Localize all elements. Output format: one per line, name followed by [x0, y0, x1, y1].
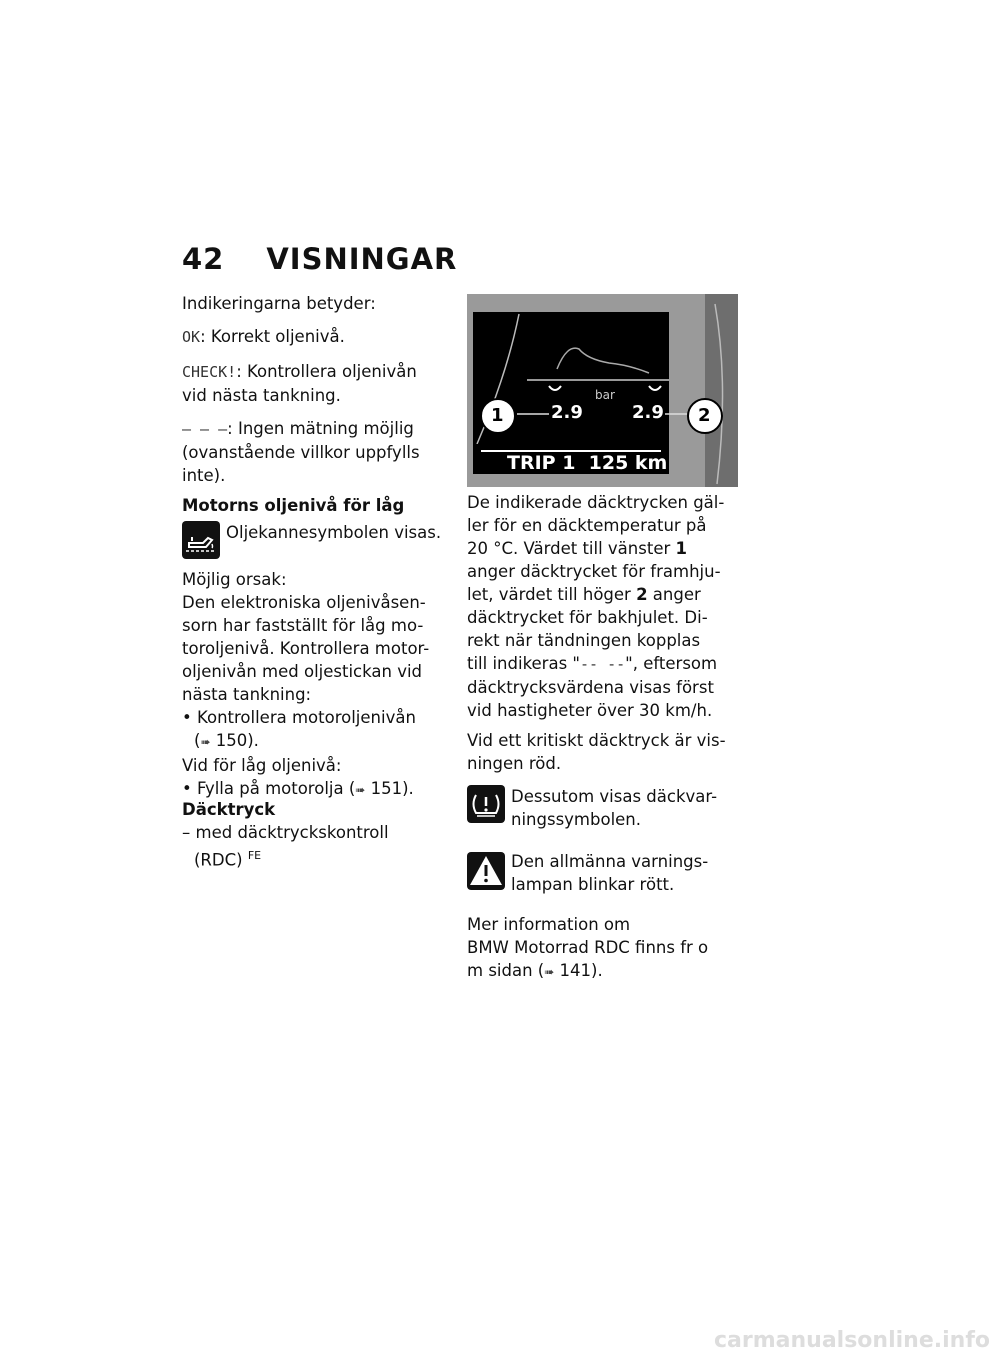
oil-icon-text: Oljekannesymbolen visas. [226, 523, 442, 542]
cause-block [182, 568, 429, 802]
cause-line: oljenivån med oljestickan vid [182, 662, 423, 681]
text-line: ningssymbolen. [511, 810, 642, 829]
tyre-pressure-warning-icon [467, 785, 505, 823]
page-number: 42 [182, 242, 225, 276]
tpms-text [511, 785, 717, 831]
dash-text: : Ingen mätning möjlig [227, 419, 414, 438]
ok-text: : Korrekt oljenivå. [200, 327, 345, 346]
rear-pressure-value: 2.9 [632, 402, 664, 423]
text-line: ningen röd. [467, 754, 562, 773]
tyre-explanation [467, 491, 724, 722]
text-line: 20 °C. Värdet till vänster [467, 539, 676, 558]
warning-triangle-icon [467, 852, 505, 890]
reference-arrow-icon: ➠ [355, 783, 366, 797]
rdc-display-image [467, 294, 738, 487]
dash-text-2: (ovanstående villkor uppfylls [182, 443, 420, 462]
display-unit: bar [595, 388, 615, 402]
text-line: De indikerade däcktrycken gäl- [467, 493, 725, 512]
more-info-text [467, 913, 708, 984]
reference-arrow-icon: ➠ [544, 965, 555, 979]
ref-number-1: 1 [675, 539, 687, 558]
dash-text-3: inte). [182, 466, 226, 485]
page-heading [182, 242, 457, 276]
text-line: m sidan ( [467, 961, 545, 980]
reference-arrow-icon: ➠ [200, 735, 211, 749]
bullet-check-oil: • Kontrollera motoroljenivån [182, 708, 416, 727]
check-text-2: vid nästa tankning. [182, 386, 341, 405]
cause-line: sorn har fastställt för låg mo- [182, 616, 424, 635]
oil-heading: Motorns oljenivå för låg [182, 496, 405, 515]
dash-code: -- -- [580, 655, 626, 673]
dash-code: – – – [182, 420, 228, 438]
ref-page: 150). [215, 731, 259, 750]
bullet-ref: (➠ 150). [194, 731, 259, 750]
text-line: BMW Motorrad RDC finns fr o [467, 938, 709, 957]
text-line: anger [647, 585, 701, 604]
ref-page: 151). [370, 779, 414, 798]
callout-2: 2 [698, 405, 711, 426]
tyre-item-rdc: (RDC) [194, 850, 243, 870]
text-line: lampan blinkar rött. [511, 875, 675, 894]
warning-text [511, 850, 708, 896]
check-text: : Kontrollera oljenivån [236, 362, 417, 381]
dash-line [182, 417, 420, 487]
page-title: VISNINGAR [266, 242, 458, 276]
watermark: carmanualsonline.info [714, 1328, 990, 1353]
intro-text: Indikeringarna betyder: [182, 294, 376, 313]
text-line: däcktrycket för bakhjulet. Di- [467, 608, 708, 627]
tyre-item-sup: FE [247, 849, 262, 862]
cause-line: Den elektroniska oljenivåsen- [182, 593, 426, 612]
ref-number-2: 2 [636, 585, 648, 604]
check-line [182, 360, 417, 407]
text-line: ", eftersom [625, 654, 718, 673]
text-line: anger däcktrycket för framhju- [467, 562, 721, 581]
critical-pressure-text [467, 729, 726, 775]
text-line: rekt när tändningen kopplas [467, 631, 701, 650]
cause-line: toroljenivå. Kontrollera motor- [182, 639, 430, 658]
check-code: CHECK! [182, 363, 237, 381]
text-line: ler för en däcktemperatur på [467, 516, 707, 535]
text-line: Dessutom visas däckvar- [511, 787, 718, 806]
bullet-fill-text: • Fylla på motorolja ( [182, 779, 356, 798]
front-pressure-value: 2.9 [551, 402, 583, 423]
text-line: däcktrycksvärdena visas först [467, 678, 714, 697]
cause-line: nästa tankning: [182, 685, 312, 704]
oil-can-icon [182, 521, 220, 559]
tyre-heading: Däcktryck [182, 800, 276, 819]
text-line: till indikeras " [467, 654, 581, 673]
ref-page: 141). [559, 961, 603, 980]
text-line: Den allmänna varnings- [511, 852, 709, 871]
ok-code: OK [182, 328, 201, 346]
callout-1: 1 [491, 405, 504, 426]
cause-label: Möjlig orsak: [182, 570, 287, 589]
ok-line [182, 325, 345, 349]
low-label: Vid för låg oljenivå: [182, 756, 342, 775]
trip-readout: TRIP 1 125 km [507, 452, 668, 474]
text-line: vid hastigheter över 30 km/h. [467, 701, 713, 720]
text-line: Mer information om [467, 915, 631, 934]
text-line: let, värdet till höger [467, 585, 637, 604]
text-line: Vid ett kritiskt däcktryck är vis- [467, 731, 726, 750]
tyre-item [182, 821, 389, 872]
tyre-item-line: – med däcktryckskontroll [182, 823, 389, 842]
